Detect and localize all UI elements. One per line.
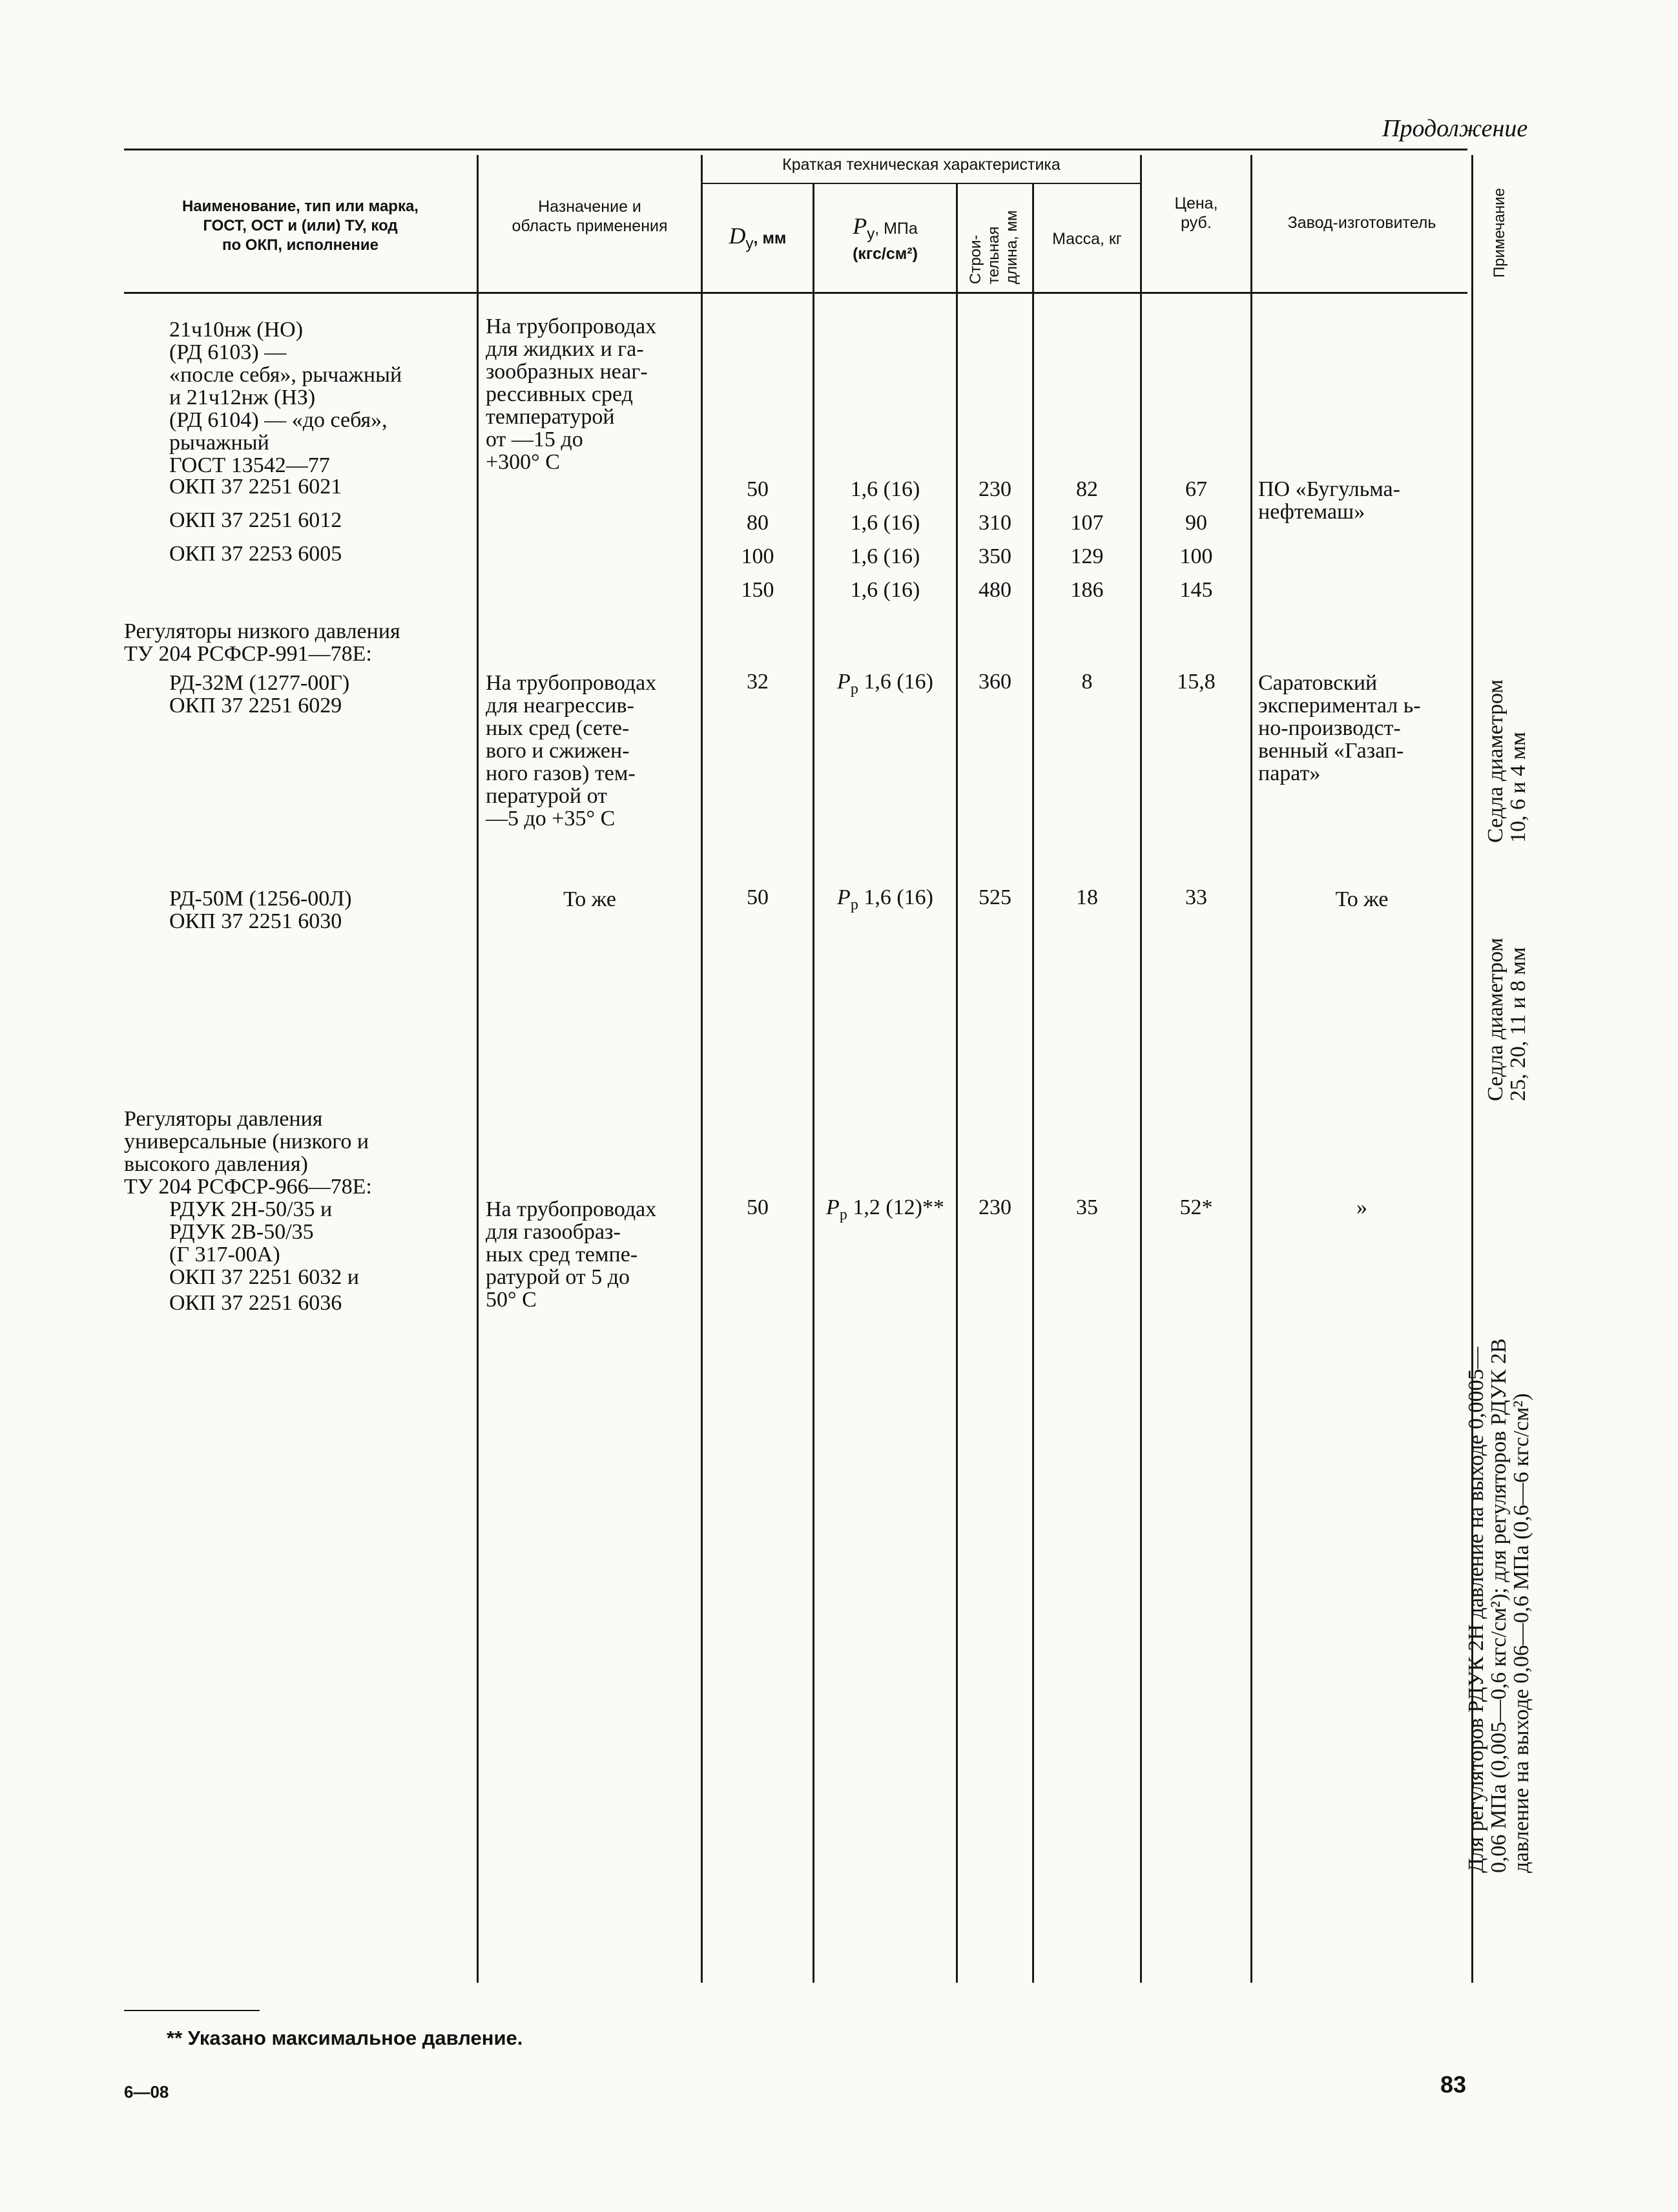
row3-py-value: 1,6 (16) (858, 885, 933, 909)
header-py-sub: у (867, 225, 875, 243)
column-rule (1140, 155, 1142, 1983)
header-dy-symbol: D (729, 223, 746, 249)
continuation-label: Продолжение (1382, 115, 1528, 142)
row2-py-sub: р (850, 681, 858, 698)
row1-item4-mass: 186 (1070, 578, 1104, 602)
row1-item3-py: 1,6 (16) (850, 544, 920, 568)
row1-item3-dy: 100 (741, 544, 774, 568)
header-price: Цена, руб. (1174, 194, 1218, 232)
row1-item4-py: 1,6 (16) (850, 578, 920, 602)
row1-item4-price: 145 (1179, 578, 1213, 602)
row4-price: 52* (1179, 1195, 1213, 1219)
row1-maker: ПО «Бугульма- нефтемаш» (1258, 477, 1400, 524)
row1-item4-length: 480 (979, 578, 1011, 602)
row1-item3-price: 100 (1179, 544, 1213, 568)
row2-mass: 8 (1081, 670, 1093, 694)
row1-item2-py: 1,6 (16) (850, 511, 920, 535)
group-universal: Регуляторы давления универсальные (низкого и высокого давления) ТУ 204 РСФСР-966—78Е: (124, 1107, 372, 1199)
row1-item2-mass: 107 (1070, 511, 1104, 535)
row2-price: 15,8 (1177, 670, 1216, 694)
header-name: Наименование, тип или марка, ГОСТ, ОСТ и (или) ТУ, код по ОКП, исполнение (182, 198, 419, 254)
header-dy-unit: , мм (753, 229, 787, 247)
row3-maker: То же (1335, 887, 1389, 911)
row1-item2-length: 310 (979, 511, 1011, 535)
tech-group-rule (701, 183, 1140, 184)
row2-length: 360 (979, 670, 1011, 694)
row4-py-sub: р (839, 1206, 847, 1223)
header-py-unit: , МПа (875, 220, 918, 238)
column-rule (701, 155, 703, 1983)
row3-length: 525 (979, 885, 1011, 909)
row1-item1-price: 67 (1185, 477, 1207, 501)
row3-py (814, 886, 956, 916)
row2-py (814, 670, 956, 701)
row2-name: РД-32М (1277-00Г) ОКП 37 2251 6029 (169, 671, 350, 718)
group-low-pressure: Регуляторы низкого давления ТУ 204 РСФСР-991—78Е: (124, 619, 400, 666)
row1-item3-code: ОКП 37 2253 6005 (169, 542, 342, 566)
page-number: 83 (1440, 2071, 1467, 2098)
header-mass: Масса, кг (1052, 230, 1122, 248)
row3-py-prefix: P (837, 885, 851, 909)
row3-price: 33 (1185, 885, 1207, 909)
header-tech-group: Краткая техническая характеристика (782, 156, 1061, 174)
row4-name2: ОКП 37 2251 6036 (169, 1291, 342, 1315)
header-py (814, 213, 956, 264)
row3-py-sub: р (850, 896, 858, 913)
row3-purpose: То же (563, 887, 616, 911)
row4-purpose: На трубопроводах для газообраз- ных сред темпе- ратурой от 5 до 50° С (486, 1197, 657, 1312)
row1-item1-length: 230 (979, 477, 1011, 501)
row2-maker: Саратовский экспериментал ь- но-производст- венный «Газап- парат» (1258, 671, 1421, 785)
column-rule (1250, 155, 1252, 1983)
row1-item1-dy: 50 (747, 477, 769, 501)
header-dy (703, 223, 813, 254)
row1-item1-py: 1,6 (16) (850, 477, 920, 501)
column-rule (956, 184, 958, 1983)
row2-note: Седла диаметром 10, 6 и 4 мм (1484, 679, 1530, 843)
row4-dy: 50 (747, 1195, 769, 1219)
row3-note: Седла диаметром 25, 20, 11 и 8 мм (1484, 938, 1530, 1101)
row2-purpose: На трубопроводах для неагрессив- ных сред (сете- вого и сжижен- ного газов) тем- пературой от —5 до +35° С (486, 671, 657, 831)
header-dy-sub: у (745, 235, 754, 253)
row1-item4-dy: 150 (741, 578, 774, 602)
row1-item3-length: 350 (979, 544, 1011, 568)
row4-py-prefix: P (826, 1195, 840, 1219)
row1-name: 21ч10нж (НО) (РД 6103) — «после себя», рычажный и 21ч12нж (НЗ) (РД 6104) — «до себя», рычажный ГОСТ 13542—77 (169, 318, 402, 477)
column-rule (477, 155, 479, 1983)
row2-py-prefix: P (837, 670, 851, 694)
row4-mass: 35 (1076, 1195, 1098, 1219)
footnote-rule (124, 2010, 260, 2011)
row1-item2-price: 90 (1185, 511, 1207, 535)
row1-item3-mass: 129 (1070, 544, 1104, 568)
row4-py (814, 1196, 956, 1226)
header-py-unit2: (кгс/см²) (853, 245, 918, 263)
header-py-symbol: P (853, 213, 867, 239)
row4-maker: » (1356, 1195, 1367, 1219)
row3-mass: 18 (1076, 885, 1098, 909)
header-length: Строи- тельная длина, мм (967, 210, 1020, 284)
row1-item1-code: ОКП 37 2251 6021 (169, 475, 342, 499)
row1-purpose: На трубопроводах для жидких и га- зообразных неаг- рессивных сред температурой от —15 до +300° С (486, 315, 657, 474)
table-top-rule (124, 149, 1467, 150)
row2-py-value: 1,6 (16) (858, 670, 933, 694)
row2-dy: 32 (747, 670, 769, 694)
column-rule (813, 184, 814, 1983)
row1-item1-mass: 82 (1076, 477, 1098, 501)
footer-signature: 6—08 (124, 2082, 169, 2102)
row4-py-value: 1,2 (12)** (847, 1195, 944, 1219)
header-bottom-rule (124, 292, 1467, 294)
column-rule (1032, 184, 1034, 1983)
row1-item2-dy: 80 (747, 511, 769, 535)
row3-name: РД-50М (1256-00Л) ОКП 37 2251 6030 (169, 887, 352, 933)
footnote: ** Указано максимальное давление. (167, 2027, 523, 2049)
header-maker: Завод-изготовитель (1287, 214, 1436, 232)
row4-length: 230 (979, 1195, 1011, 1219)
row4-name: РДУК 2Н-50/35 и РДУК 2В-50/35 (Г 317-00А) ОКП 37 2251 6032 и (169, 1197, 359, 1289)
header-purpose: Назначение и область применения (512, 198, 668, 235)
header-note: Примечание (1491, 188, 1508, 278)
row1-item2-code: ОКП 37 2251 6012 (169, 508, 342, 532)
row4-note: Для регуляторов РДУК 2Н давление на выходе 0,0005— 0,06 МПа (0,005—0,6 кгс/см²); для регуляторов РДУК 2В давление на выходе 0,06—0,6 МПа (0,6—6 кгс/см²) (1464, 1338, 1533, 1873)
row3-dy: 50 (747, 885, 769, 909)
